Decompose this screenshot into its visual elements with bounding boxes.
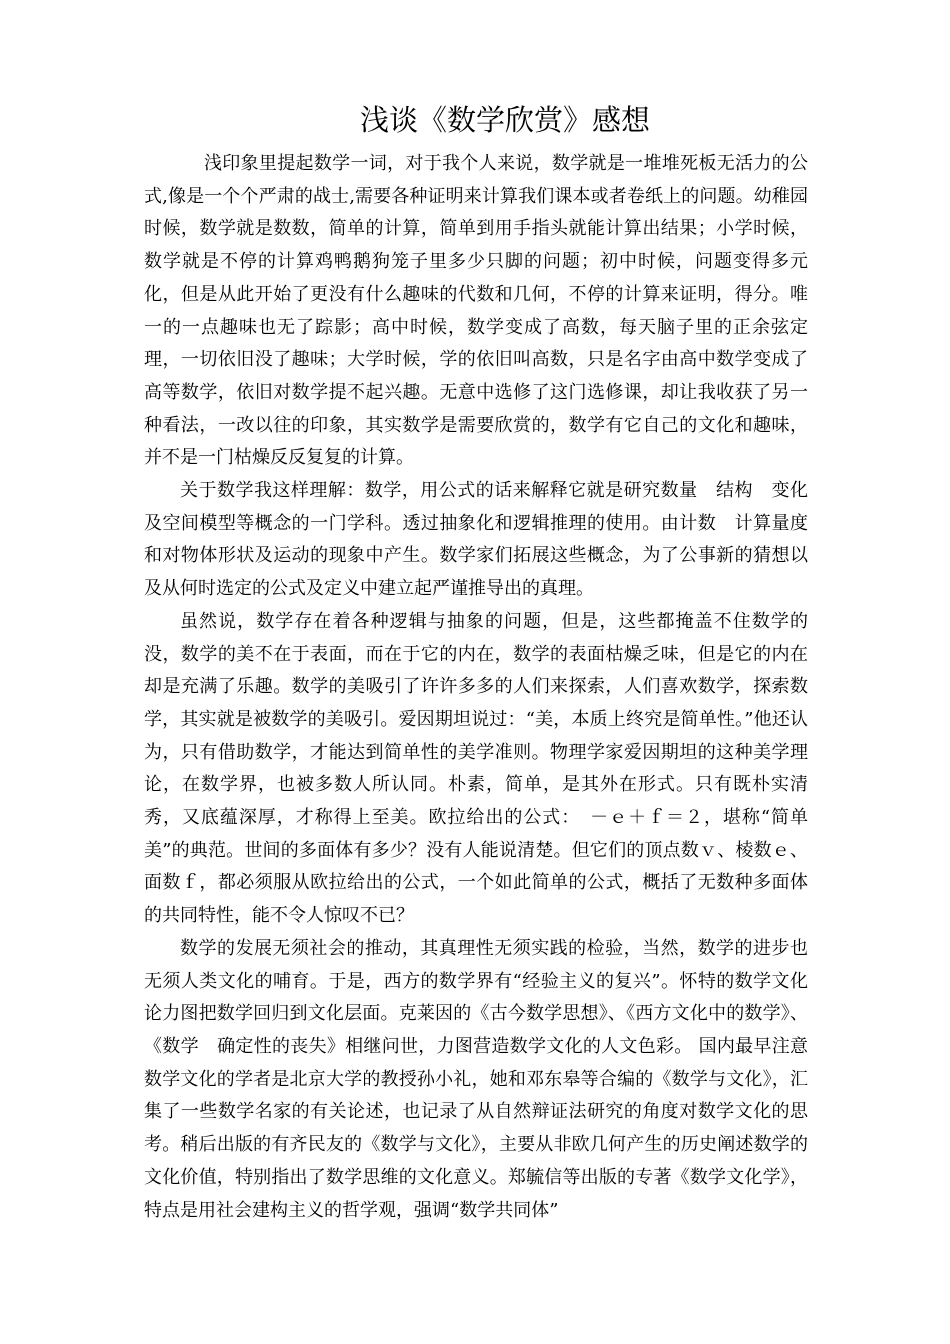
document-title: 浅谈《数学欣赏》感想 xyxy=(359,103,650,137)
paragraph-4: 数学的发展无须社会的推动，其真理性无须实践的检验，当然，数学的进步也无须人类文化的哺育。于是，西方的数学界有“经验主义的复兴”。怀特的数学文化论力图把数学回归到文化层面。克莱因的《古今数学思想》、《西方文化中的数学》、《数学 确定性的丧失》相继问世，力图营造数学文化的人文色彩。 国内最早注意数学文化的学者是北京大学的教授孙小礼，她和邓东皋等合编的《数学与文化》，汇集了一些数学名家的有关论述，也记录了从自然辩证法研究的角度对数学文化的思考。稍后出版的有齐民友的《数学与文化》，主要从非欧几何产生的历史阐述数学的文化价值，特别指出了数学思维的文化意义。郑毓信等出版的专著《数学文化学》，特点是用社会建构主义的哲学观，强调“数学共同体” xyxy=(144,937,808,1221)
paragraph-2: 关于数学我这样理解：数学，用公式的话来解释它就是研究数量 结构 变化及空间模型等概念的一门学科。透过抽象化和逻辑推理的使用。由计数 计算量度和对物体形状及运动的现象中产生。数学家们拓展这些概念，为了公事新的猜想以及从何时选定的公式及定义中建立起严谨推导出的真理。 xyxy=(144,480,808,600)
paragraph-3: 虽然说，数学存在着各种逻辑与抽象的问题，但是，这些都掩盖不住数学的没，数学的美不在于表面，而在于它的内在，数学的表面枯燥乏味，但是它的内在却是充满了乐趣。数学的美吸引了许许多多的人们来探索，人们喜欢数学，探索数学，其实就是被数学的美吸引。爱因期坦说过：“美，本质上终究是简单性。”他还认为，只有借助数学，才能达到简单性的美学准则。物理学家爱因期坦的这种美学理论，在数学界，也被多数人所认同。朴素，简单，是其外在形式。只有既朴实清秀，又底蕴深厚，才称得上至美。欧拉给出的公式： －ｅ＋ｆ＝２，堪称“简单美”的典范。世间的多面体有多少？没有人能说清楚。但它们的顶点数ｖ、棱数ｅ、面数ｆ，都必须服从欧拉给出的公式，一个如此简单的公式，概括了无数种多面体的共同特性，能不令人惊叹不已？ xyxy=(144,610,808,927)
document-body xyxy=(144,148,808,1227)
paragraph-1: 浅印象里提起数学一词，对于我个人来说，数学就是一堆堆死板无活力的公式,像是一个个严肃的战士,需要各种证明来计算我们课本或者卷纸上的问题。幼稚园时候，数学就是数数，简单的计算，简单到用手指头就能计算出结果；小学时候，数学就是不停的计算鸡鸭鹅狗笼子里多少只脚的问题；初中时候，问题变得多元化，但是从此开始了更没有什么趣味的代数和几何，不停的计算来证明，得分。唯一的一点趣味也无了踪影；高中时候，数学变成了高数，每天脑子里的正余弦定理，一切依旧没了趣味；大学时候，学的依旧叫高数，只是名字由高中数学变成了高等数学，依旧对数学提不起兴趣。无意中选修了这门选修课，却让我收获了另一种看法，一改以往的印象，其实数学是需要欣赏的，数学有它自己的文化和趣味，并不是一门枯燥反反复复的计算。 xyxy=(144,153,808,469)
